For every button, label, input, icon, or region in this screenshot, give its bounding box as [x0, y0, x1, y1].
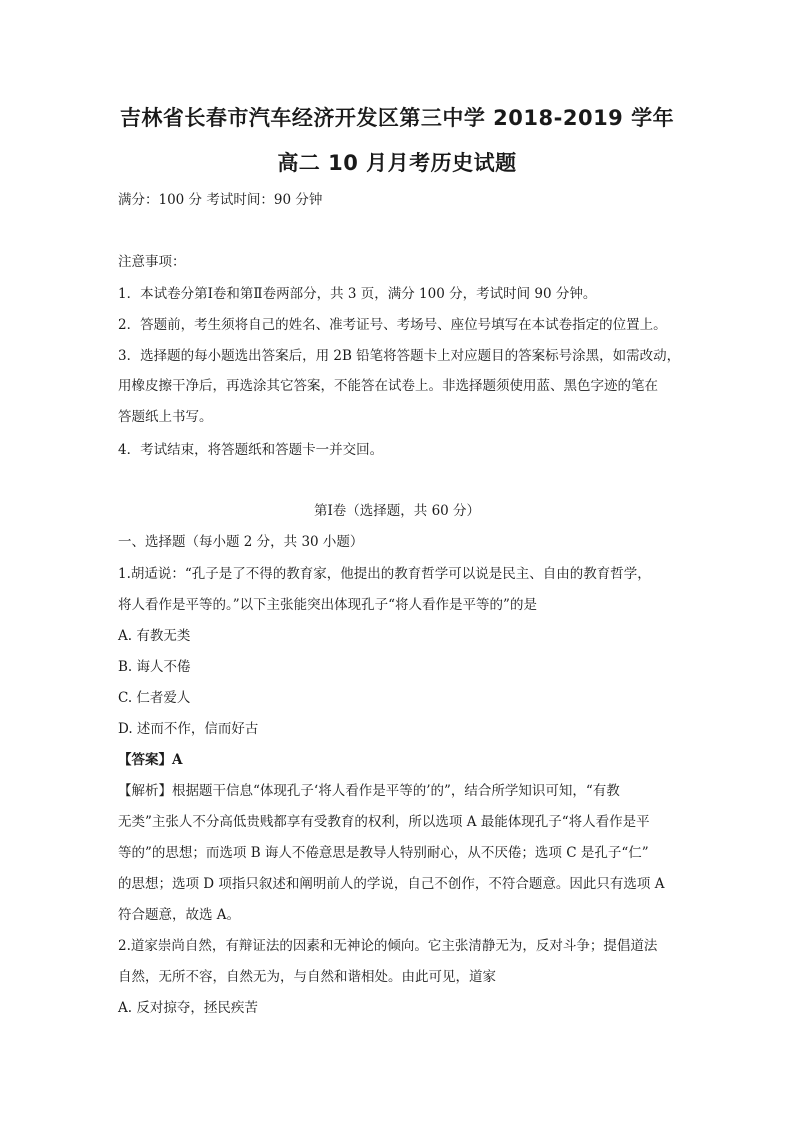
- question-stem: 将人看作是平等的。”以下主张能突出体现孔子“将人看作是平等的”的是: [118, 597, 537, 613]
- option-c: C. 仁者爱人: [118, 690, 191, 706]
- title-line-2: 高二 10 月月考历史试题: [277, 151, 517, 175]
- question-stem: 自然，无所不容，自然无为，与自然和谐相处。由此可见，道家: [118, 969, 496, 985]
- notice-item: 1．本试卷分第Ⅰ卷和第Ⅱ卷两部分，共 3 页，满分 100 分，考试时间 90 分钟。: [118, 286, 597, 302]
- title-line-1: 吉林省长春市汽车经济开发区第三中学 2018-2019 学年: [119, 106, 675, 130]
- notice-item: 答题纸上书写。: [118, 409, 213, 425]
- question-stem: 2.道家崇尚自然，有辩证法的因素和无神论的倾向。它主张清静无为，反对斗争；提倡道法: [118, 938, 658, 954]
- option-a: A. 有教无类: [118, 628, 191, 644]
- answer: 【答案】A: [118, 752, 183, 768]
- section-subtitle: 一、选择题（每小题 2 分，共 30 小题）: [118, 534, 364, 550]
- analysis-line: 符合题意，故选 A。: [118, 907, 241, 923]
- section-title: 第Ⅰ卷（选择题，共 60 分）: [313, 503, 481, 519]
- option-d: D. 述而不作，信而好古: [118, 721, 259, 737]
- exam-meta: 满分：100 分 考试时间：90 分钟: [118, 192, 323, 208]
- notice-item: 用橡皮擦干净后，再选涂其它答案，不能答在试卷上。非选择题须使用蓝、黑色字迹的笔在: [118, 378, 658, 394]
- analysis-line: 无类”主张人不分高低贵贱都享有受教育的权利，所以选项 A 最能体现孔子“将人看作是平: [118, 814, 650, 830]
- option-b: B. 诲人不倦: [118, 659, 191, 675]
- option-a: A. 反对掠夺，拯民疾苦: [118, 1000, 258, 1016]
- analysis-line: 等的”的思想；而选项 B 诲人不倦意思是教导人特别耐心，从不厌倦；选项 C 是孔子“仁”: [118, 845, 649, 861]
- notice-heading: 注意事项：: [118, 254, 186, 270]
- notice-item: 4．考试结束，将答题纸和答题卡一并交回。: [118, 442, 384, 458]
- analysis-line: 【解析】根据题干信息“体现孔子‘将人看作是平等的’的”，结合所学知识可知，“有教: [118, 783, 620, 799]
- analysis-line: 的思想；选项 D 项指只叙述和阐明前人的学说，自己不创作，不符合题意。因此只有选项 A: [118, 876, 665, 892]
- notice-item: 2．答题前，考生须将自己的姓名、准考证号、考场号、座位号填写在本试卷指定的位置上。: [118, 317, 667, 333]
- notice-item: 3．选择题的每小题选出答案后，用 2B 铅笔将答题卡上对应题目的答案标号涂黑，如需改动，: [118, 348, 681, 364]
- question-stem: 1.胡适说：“孔子是了不得的教育家，他提出的教育哲学可以说是民主、自由的教育哲学，: [118, 566, 651, 582]
